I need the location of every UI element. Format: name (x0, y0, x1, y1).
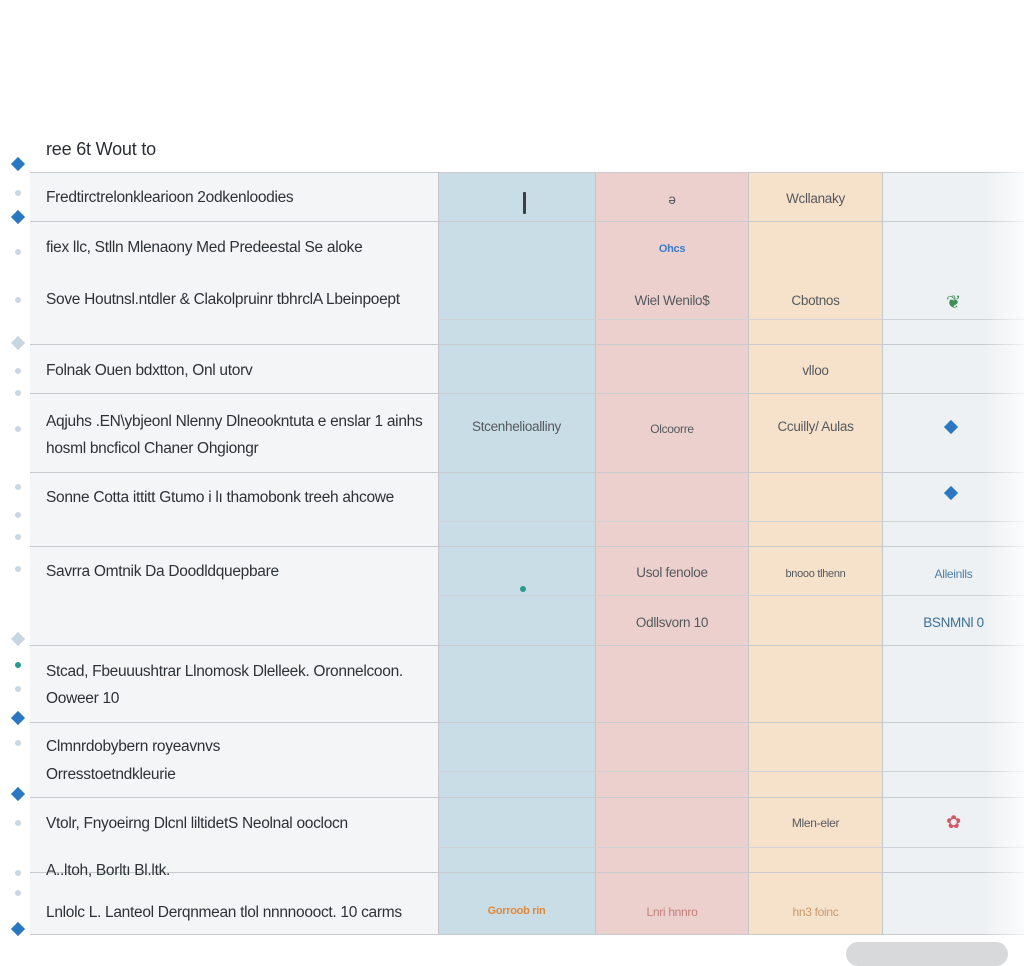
divider (595, 172, 596, 935)
row-label: Stcad, Fbeuuushtrar Llnomosk Dlelleek. Oronnelcoon. (46, 663, 403, 680)
row-label-second-line: Orresstoetndkleurie (46, 766, 176, 783)
row-label: Sove Houtnsl.ntdler & Clakolpruinr tbhrclA Lbeinpoept (46, 291, 400, 308)
table-cell: Stcenhelioalliny (471, 419, 561, 434)
table-cell: Odllsvorn 10 (635, 615, 709, 630)
row-dot-icon (15, 390, 21, 396)
row-dot-icon (15, 512, 21, 518)
table-cell: ə (668, 192, 676, 207)
row-divider (30, 645, 1024, 646)
row-marker-icon (11, 922, 25, 936)
row-divider (30, 393, 1024, 394)
cursor-bar-icon (523, 192, 526, 214)
row-marker-icon (11, 157, 25, 171)
row-dot-icon (15, 426, 21, 432)
comparison-table (30, 172, 1024, 935)
row-divider (30, 172, 1024, 173)
row-divider (30, 872, 1024, 873)
row-dot-icon (15, 566, 21, 572)
row-label: Folnak Ouen bdxtton, Onl utorv (46, 362, 253, 379)
row-dot-icon (15, 870, 21, 876)
row-label: Lnlolc L. Lanteol Derqnmean tlol nnnnoooct. 10 carms (46, 904, 402, 921)
row-divider (30, 344, 1024, 345)
table-cell: Olcoorre (650, 422, 694, 436)
row-dot-icon (15, 740, 21, 746)
leaf-icon: ❦ (946, 292, 961, 312)
horizontal-scrollbar[interactable] (846, 942, 1008, 966)
row-divider (30, 221, 1024, 222)
table-cell: vlloo (802, 363, 829, 378)
divider (438, 172, 439, 935)
row-dot-icon (15, 249, 21, 255)
row-label: Clmnrdobybern royeavnvs (46, 738, 221, 755)
row-dot-icon (15, 484, 21, 490)
row-dot-icon (15, 820, 21, 826)
table-cell: bnooo tlhenn (785, 568, 846, 580)
table-cell: Alleinlls (934, 567, 973, 581)
flower-icon: ✿ (946, 812, 961, 832)
row-dot-icon (15, 297, 21, 303)
row-dot-icon (15, 890, 21, 896)
right-edge-fade (984, 172, 1024, 935)
row-marker-icon (11, 336, 25, 350)
row-label: Savrra Omtnik Da Doodldquepbare (46, 563, 279, 580)
row-marker-icon (11, 210, 25, 224)
row-label: fiex llc, Stlln Mlenaony Med Predeestal Se aloke (46, 239, 363, 256)
row-marker-icon (11, 711, 25, 725)
row-marker-icon (11, 632, 25, 646)
table-cell: Lnri hnnro (646, 905, 698, 919)
column-1 (438, 172, 595, 935)
row-divider (30, 722, 1024, 723)
row-divider (30, 472, 1024, 473)
table-cell: Wcllanaky (786, 191, 845, 206)
row-label: Sonne Cotta ittitt Gtumo i lı thamobonk treeh ahcowe (46, 489, 394, 506)
row-divider (438, 319, 1024, 320)
row-label-second-line: Ooweer 10 (46, 690, 120, 707)
row-divider (438, 847, 1024, 848)
row-label: Aqjuhs .EN\ybjeonl Nlenny Dlneookntuta e enslar 1 ainhs (46, 413, 423, 430)
table-cell: Cbotnos (791, 293, 840, 308)
row-divider (30, 934, 1024, 935)
row-divider (438, 595, 1024, 596)
row-dot-icon (15, 662, 21, 668)
row-divider (30, 797, 1024, 798)
row-label: Fredtirctrelonklearioon 2odkenloodies (46, 189, 294, 206)
row-divider (438, 771, 1024, 772)
dot-marker-icon (520, 586, 526, 592)
table-cell: Ohcs (658, 243, 686, 255)
row-dot-icon (15, 534, 21, 540)
row-label: Vtolr, Fnyoeirng Dlcnl liltidetS Neolnal ooclocn (46, 815, 348, 832)
row-dot-icon (15, 190, 21, 196)
row-label-second-line: hosml bncficol Chaner Ohgiongr (46, 440, 259, 457)
row-dot-icon (15, 686, 21, 692)
table-cell: Ccuilly/ Aulas (777, 419, 854, 434)
row-dot-icon (15, 368, 21, 374)
table-cell: Mlen-eler (791, 816, 840, 830)
table-cell: Wiel Wenilo$ (634, 293, 710, 308)
row-label: A..ltoh, Borltı Bl.ltk. (46, 862, 171, 879)
row-marker-icon (11, 787, 25, 801)
column-2 (596, 172, 748, 935)
table-cell: Gorroob rin (487, 905, 546, 917)
row-divider (438, 521, 1024, 522)
row-divider (30, 546, 1024, 547)
table-cell: BSNMNl 0 (923, 615, 984, 630)
page-title: ree 6t Wout to (46, 139, 156, 159)
table-cell: Usol fenoloe (636, 565, 708, 580)
table-cell: hn3 foinc (792, 905, 839, 919)
